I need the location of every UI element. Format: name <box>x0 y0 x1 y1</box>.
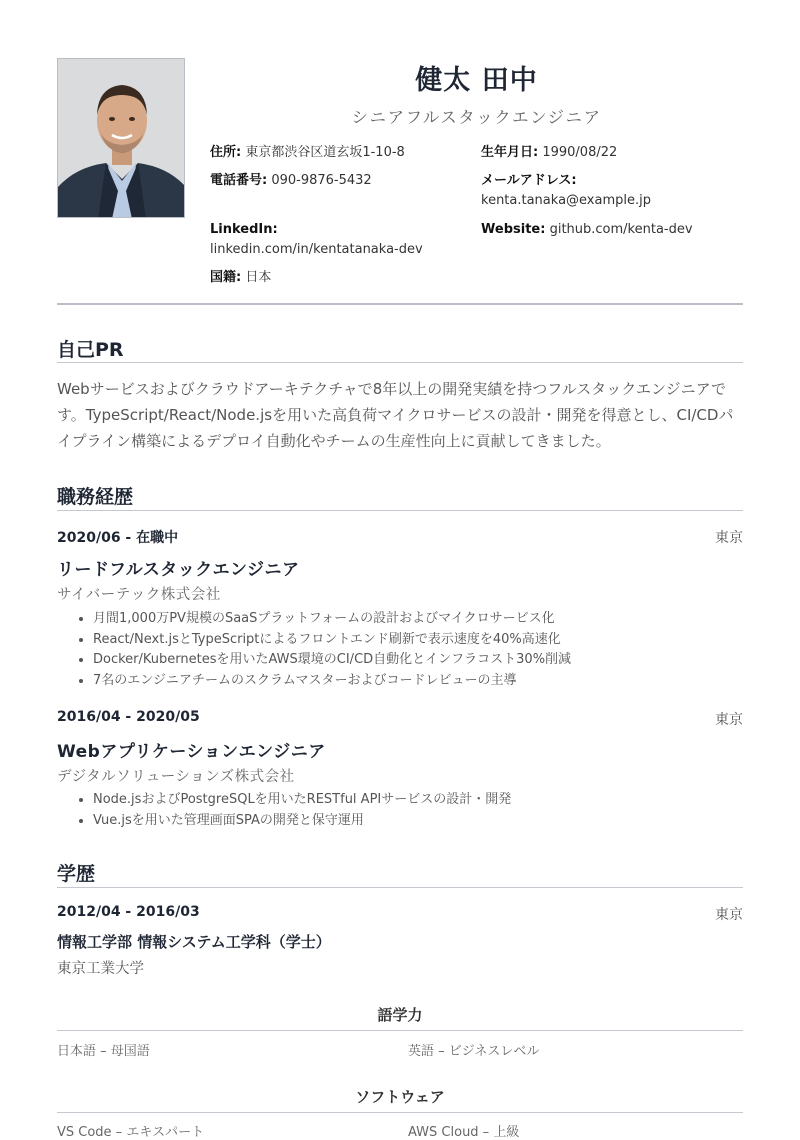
section-divider-languages <box>57 1030 743 1031</box>
list-item: • Vue.jsを用いた管理画面SPAの開発と保守運用 <box>93 811 511 832</box>
job-company: サイバーテック株式会社 <box>57 587 221 603</box>
address-value: 東京都渋谷区道玄坂1-10-8 <box>245 145 405 160</box>
candidate-title: シニアフルスタックエンジニア <box>351 108 602 127</box>
person-portrait-icon <box>58 59 185 218</box>
education-degree: 情報工学部 情報システム工学科（学士） <box>57 933 331 951</box>
job-role: リードフルスタックエンジニア <box>57 560 300 580</box>
job-period: 2020/06 - 在職中 <box>57 530 179 546</box>
email-value[interactable]: kenta.tanaka@example.jp <box>481 193 651 208</box>
education-school: 東京工業大学 <box>57 961 144 977</box>
linkedin-value[interactable]: linkedin.com/in/kentatanaka-dev <box>210 242 423 257</box>
language-item: 日本語 – 母国語 <box>57 1044 150 1059</box>
section-title-experience: 職務経歴 <box>57 486 134 508</box>
education-period: 2012/04 - 2016/03 <box>57 904 200 920</box>
nationality-field <box>210 268 271 288</box>
job-role: Webアプリケーションエンジニア <box>57 742 326 762</box>
email-label: メールアドレス: <box>481 173 577 188</box>
address-field <box>210 143 405 163</box>
list-item: • Docker/Kubernetesを用いたAWS環境のCI/CD自動化とインフラコスト30%削減 <box>93 650 571 671</box>
software-item: AWS Cloud – 上級 <box>408 1125 520 1140</box>
website-label: Website: <box>481 222 546 237</box>
linkedin-label: LinkedIn: <box>210 222 278 237</box>
section-divider-pr <box>57 362 743 363</box>
section-divider-education <box>57 887 743 888</box>
nationality-value: 日本 <box>245 270 272 285</box>
section-divider-experience <box>57 510 743 511</box>
phone-label: 電話番号: <box>210 173 268 188</box>
candidate-name: 健太 田中 <box>415 65 538 96</box>
section-title-languages: 語学力 <box>377 1006 423 1024</box>
software-item: VS Code – エキスパート <box>57 1125 205 1140</box>
birthdate-label: 生年月日: <box>481 145 539 160</box>
list-item: • 月間1,000万PV規模のSaaSプラットフォームの設計およびマイクロサービス化 <box>93 609 571 630</box>
section-title-education: 学歴 <box>57 863 96 885</box>
nationality-label: 国籍: <box>210 270 242 285</box>
profile-photo <box>57 58 185 218</box>
self-pr-text: Webサービスおよびクラウドアーキテクチャで8年以上の開発実績を持つフルスタックエンジニアです。TypeScript/React/Node.jsを用いた高負荷マイクロサービスの設計・開発を得意とし、CI/CDパイプライン構築によるデプロイ自動化やチームの生産性向上に貢献してきました。 <box>57 380 734 450</box>
list-item: • 7名のエンジニアチームのスクラムマスターおよびコードレビューの主導 <box>93 671 571 692</box>
job-achievements-list <box>57 790 511 831</box>
linkedin-field <box>210 220 468 260</box>
job-achievements-list <box>57 609 571 691</box>
website-value[interactable]: github.com/kenta-dev <box>549 222 693 237</box>
phone-field <box>210 171 372 191</box>
job-company: デジタルソリューションズ株式会社 <box>57 769 295 785</box>
section-divider-software <box>57 1112 743 1113</box>
list-item: • Node.jsおよびPostgreSQLを用いたRESTful APIサービスの設計・開発 <box>93 790 511 811</box>
header-divider <box>57 303 743 305</box>
birthdate-field <box>481 143 617 163</box>
birthdate-value: 1990/08/22 <box>542 145 618 160</box>
address-label: 住所: <box>210 145 242 160</box>
language-item: 英語 – ビジネスレベル <box>408 1044 540 1059</box>
education-location: 東京 <box>715 907 743 923</box>
job-location: 東京 <box>715 530 743 546</box>
section-title-software: ソフトウェア <box>355 1088 445 1106</box>
job-period: 2016/04 - 2020/05 <box>57 709 200 725</box>
list-item: • React/Next.jsとTypeScriptによるフロントエンド刷新で表示速度を40%高速化 <box>93 630 571 651</box>
email-field <box>481 171 743 211</box>
phone-value: 090-9876-5432 <box>271 173 372 188</box>
job-location: 東京 <box>715 712 743 728</box>
section-title-pr: 自己PR <box>57 339 124 361</box>
website-field <box>481 220 693 240</box>
